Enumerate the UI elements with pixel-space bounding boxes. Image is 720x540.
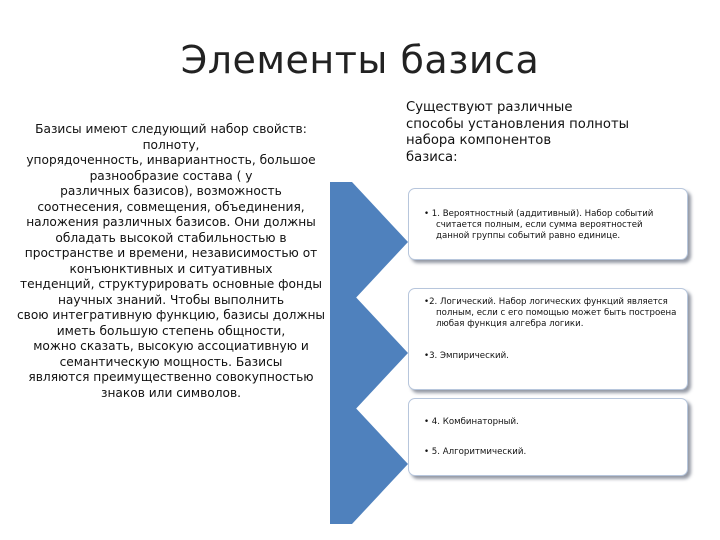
- item-line: данной группы событий равно единице.: [436, 231, 621, 241]
- left-line: тенденций, структурировать основные фонды: [19, 277, 323, 291]
- method-item-2: [424, 297, 676, 330]
- left-line: наложения различных базисов. Они должны: [26, 215, 316, 229]
- chevron-arrow-1: [330, 182, 408, 302]
- left-line: полноту,: [142, 137, 200, 152]
- item-line: •3. Эмпирический.: [424, 351, 509, 361]
- method-box-3: [408, 398, 688, 476]
- heading-line: базиса:: [406, 149, 458, 165]
- left-line: упорядоченность, инвариантность, большое: [26, 153, 316, 167]
- left-line: являются преимущественно совокупностью: [28, 370, 314, 384]
- item-line: любая функция алгебра логики.: [436, 319, 584, 329]
- left-line: различных базисов), возможность: [60, 184, 282, 198]
- heading-line: Существуют различные: [406, 100, 573, 115]
- method-item-4: [424, 417, 519, 428]
- item-line: считается полным, если сумма вероятностей: [436, 220, 643, 230]
- left-line: Базисы имеют следующий набор свойств:: [35, 122, 307, 136]
- left-line: можно сказать, высокую ассоциативную и: [33, 339, 309, 353]
- item-line: • 4. Комбинаторный.: [424, 417, 519, 427]
- left-line: знаков или символов.: [100, 385, 242, 400]
- item-line: • 5. Алгоритмический.: [424, 447, 527, 457]
- left-line: иметь большую степень общности,: [56, 323, 286, 338]
- chevron-arrow-2: [330, 293, 408, 413]
- item-line: •2. Логический. Набор логических функций является: [424, 297, 668, 307]
- left-line: обладать высокой стабильностью в: [55, 230, 287, 245]
- left-line: пространстве и времени, независимостью от: [24, 246, 318, 260]
- item-line: • 1. Вероятностный (аддитивный). Набор событий: [424, 209, 654, 219]
- left-line: свою интегративную функцию, базисы должны: [16, 308, 326, 322]
- chevron-arrow-3: [330, 404, 408, 524]
- heading-line: способы установления полноты: [406, 116, 630, 132]
- item-line: полным, если с его помощью может быть построена: [436, 308, 677, 318]
- method-item-1: [424, 209, 653, 242]
- method-item-5: [424, 447, 526, 458]
- left-line: соотнесения, совмещения, объединения,: [37, 199, 305, 214]
- left-line: конъюнктивных и ситуативных: [69, 261, 273, 276]
- slide-title: Элементы базиса: [180, 38, 540, 82]
- left-line: семантическую мощность. Базисы: [59, 354, 283, 369]
- left-line: научных знаний. Чтобы выполнить: [57, 292, 285, 307]
- heading-line: набора компонентов: [406, 133, 552, 148]
- left-line: разнообразие состава ( у: [89, 168, 253, 183]
- method-item-3: [424, 351, 509, 362]
